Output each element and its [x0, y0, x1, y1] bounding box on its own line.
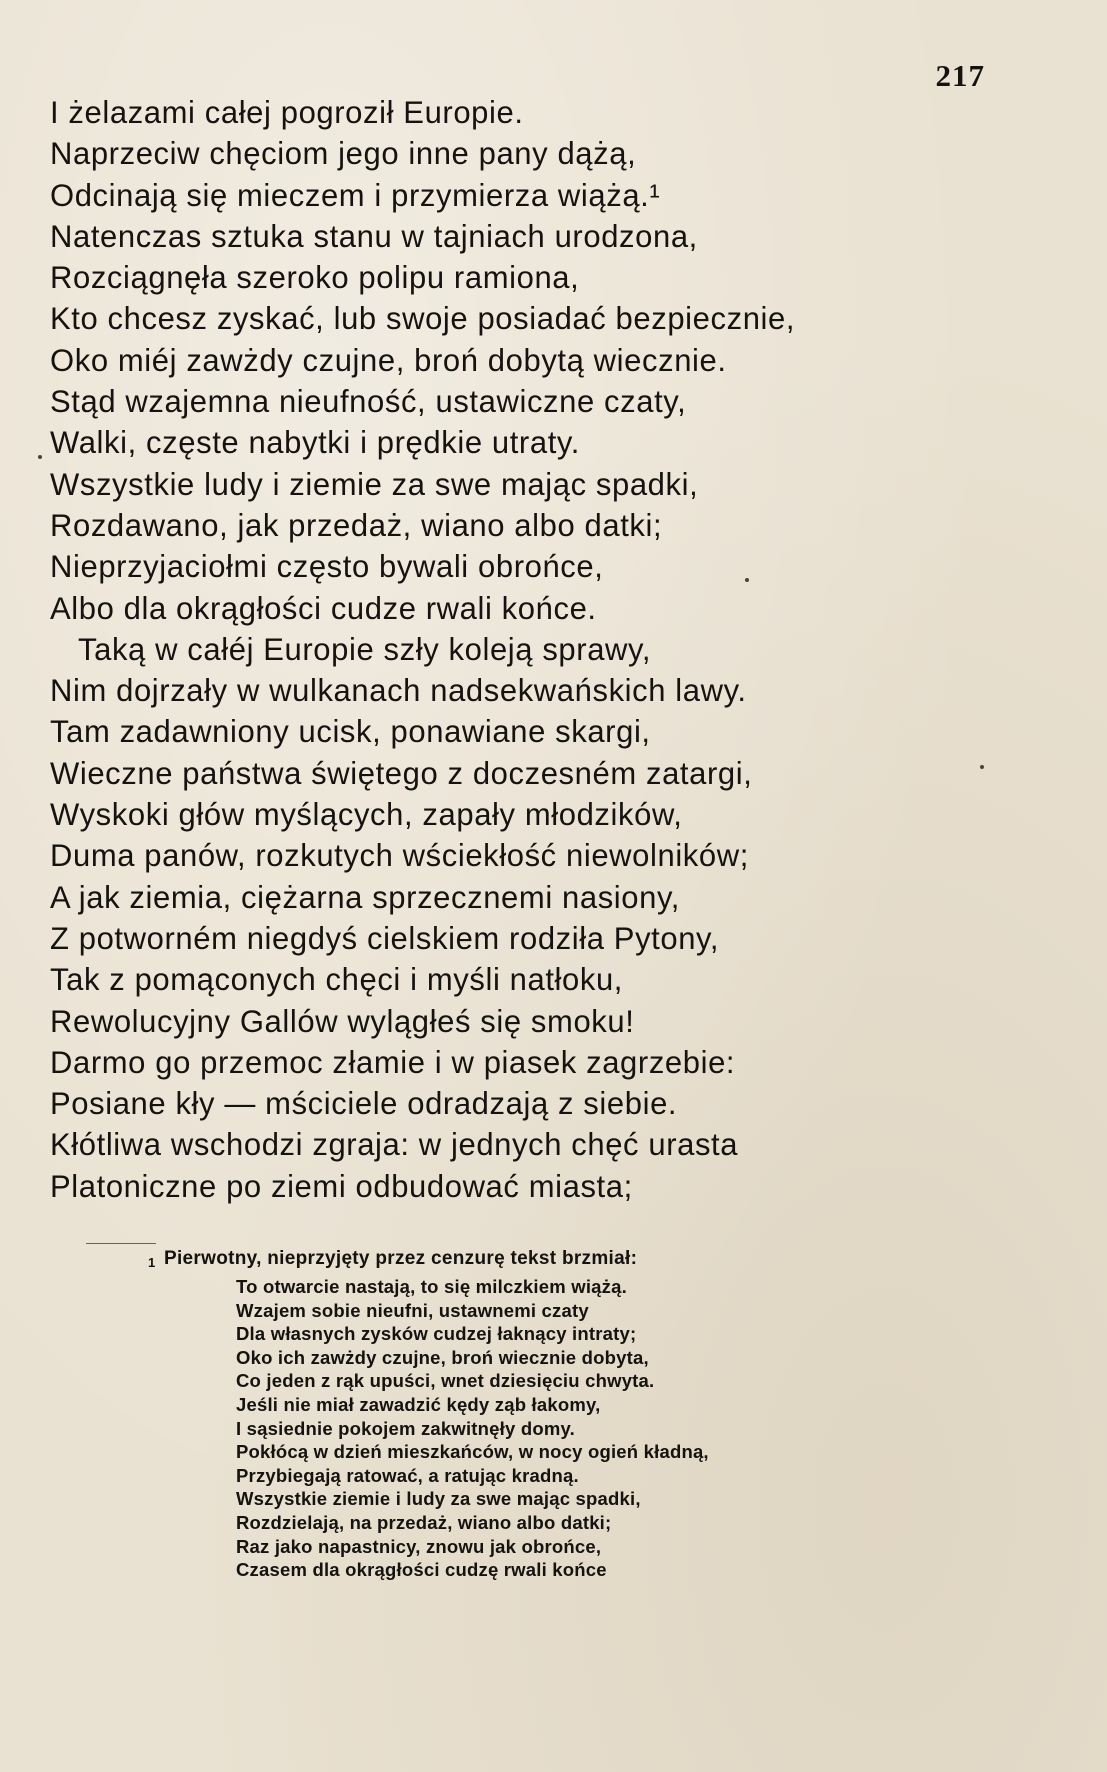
footnote-line: Jeśli nie miał zawadzić kędy ząb łakomy,	[236, 1393, 601, 1415]
footnote-line: Wszystkie ziemie i ludy za swe mając spadki,	[236, 1488, 641, 1510]
footnote-line: Co jeden z rąk upuści, wnet dziesięciu chwyta.	[236, 1370, 655, 1392]
verse-line: Kłótliwa wschodzi zgraja: w jednych chęć urasta	[50, 1127, 739, 1163]
footnote-line: Pokłócą w dzień mieszkańców, w nocy ogień kładną,	[236, 1441, 709, 1463]
verse-line: Odcinają się mieczem i przymierza wiążą.¹	[50, 177, 661, 213]
verse-line: I żelazami całej pogroził Europie.	[50, 94, 524, 131]
footnote-divider	[86, 1243, 156, 1244]
verse-line: Tak z pomąconych chęci i myśli natłoku,	[50, 961, 624, 998]
footnote-marker: 1	[148, 1255, 156, 1270]
verse-line: Wieczne państwa świętego z doczesném zatargi,	[50, 755, 753, 792]
verse-line: Duma panów, rozkutych wściekłość niewolników;	[50, 837, 749, 874]
verse-line: Nim dojrzały w wulkanach nadsekwańskich lawy.	[50, 672, 747, 709]
verse-line: Stąd wzajemna nieufność, ustawiczne czaty,	[50, 383, 687, 420]
footnote-line: Przybiegają ratować, a ratując kradną.	[236, 1464, 579, 1486]
verse-line: A jak ziemia, ciężarna sprzecznemi nasiony,	[50, 879, 680, 915]
page-number: 217	[935, 58, 985, 93]
verse-line: Wyskoki głów myślących, zapały młodzików,	[50, 796, 683, 833]
verse-line: Taką w całéj Europie szły koleją sprawy,	[78, 631, 652, 668]
verse-line: Rozdawano, jak przedaż, wiano albo datki;	[50, 507, 663, 544]
verse-line: Natenczas sztuka stanu w tajniach urodzona,	[50, 218, 698, 255]
footnote-line: Rozdzielają, na przedaż, wiano albo datki;	[236, 1511, 612, 1533]
verse-line: Rewolucyjny Gallów wylągłeś się smoku!	[50, 1003, 635, 1039]
print-speck	[980, 765, 984, 769]
footnote-line: Oko ich zawżdy czujne, broń wiecznie dobyta,	[236, 1346, 649, 1368]
verse-line: Rozciągnęła szeroko polipu ramiona,	[50, 259, 580, 296]
verse-line: Naprzeciw chęciom jego inne pany dążą,	[50, 135, 637, 172]
verse-block	[50, 92, 1050, 1207]
footnote-line: To otwarcie nastają, to się milczkiem wiążą.	[236, 1276, 627, 1297]
verse-line: Z potworném niegdyś cielskiem rodziła Pytony,	[50, 920, 720, 957]
verse-line: Nieprzyjaciołmi często bywali obrońce,	[50, 548, 604, 585]
verse-line: Wszystkie ludy i ziemie za swe mając spadki,	[50, 466, 699, 503]
verse-line: Platoniczne po ziemi odbudować miasta;	[50, 1168, 633, 1205]
verse-line: Albo dla okrągłości cudze rwali końce.	[50, 590, 597, 626]
footnote-intro: Pierwotny, nieprzyjęty przez cenzurę tekst brzmiał:	[164, 1248, 638, 1269]
verse-line: Darmo go przemoc złamie i w piasek zagrzebie:	[50, 1044, 736, 1081]
verse-line: Posiane kły — mściciele odradzają z siebie.	[50, 1085, 678, 1122]
verse-line: Oko miéj zawżdy czujne, broń dobytą wiecznie.	[50, 342, 727, 379]
print-speck	[745, 578, 749, 582]
verse-line: Kto chcesz zyskać, lub swoje posiadać bezpiecznie,	[50, 301, 796, 337]
footnote-line: Czasem dla okrągłości cudzę rwali końce	[236, 1559, 607, 1581]
verse-line: Tam zadawniony ucisk, ponawiane skargi,	[50, 714, 651, 750]
footnote-line: Wzajem sobie nieufni, ustawnemi czaty	[236, 1299, 589, 1321]
footnote-line: Dla własnych zysków cudzej łaknący intraty;	[236, 1323, 637, 1345]
footnote-line: I sąsiednie pokojem zakwitnęły domy.	[236, 1417, 575, 1439]
verse-line: Walki, częste nabytki i prędkie utraty.	[50, 425, 580, 461]
print-speck	[38, 455, 42, 459]
footnote-verse	[236, 1275, 709, 1582]
footnote-line: Raz jako napastnicy, znowu jak obrońce,	[236, 1535, 602, 1557]
